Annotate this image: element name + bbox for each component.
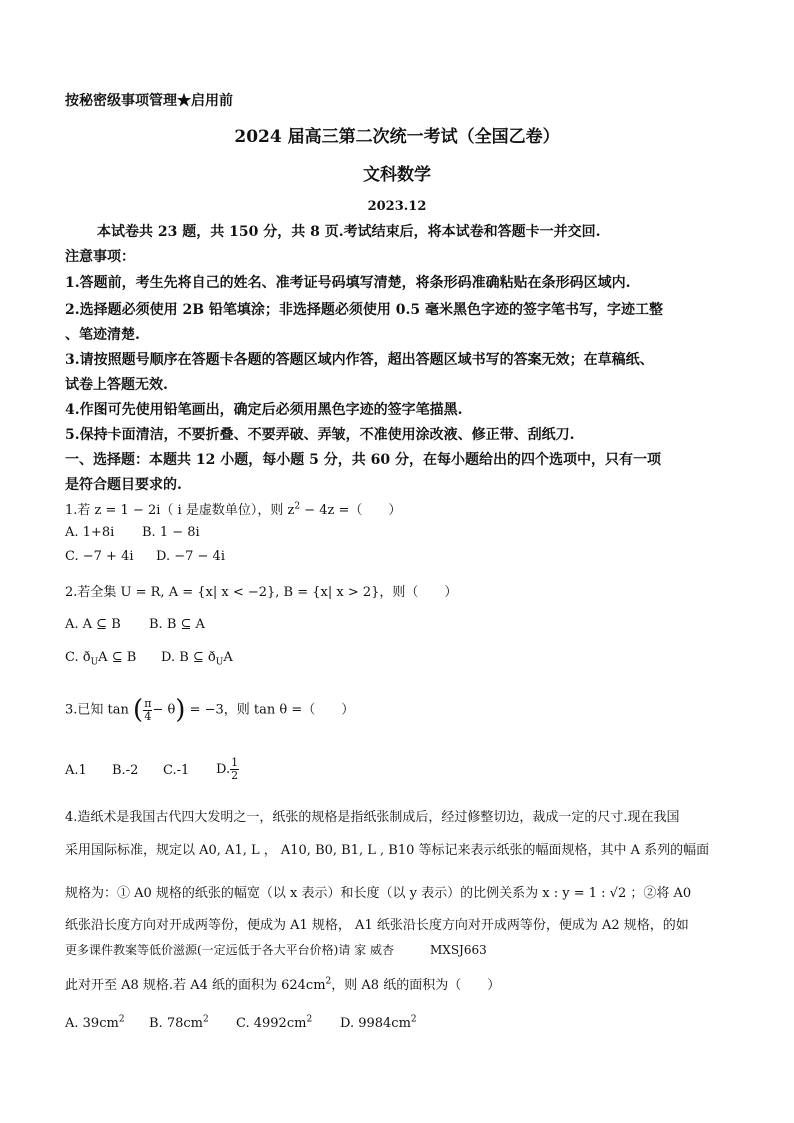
- question-3-option-a: A.1: [65, 763, 87, 778]
- question-3-option-c: C.-1: [163, 763, 190, 778]
- question-3-option-b: B.-2: [112, 763, 139, 778]
- question-3-stem: 3.已知 tan ( $\frac{\pi}{4}$ − θ) = −3，则 tan θ =（ ）: [65, 695, 355, 725]
- secret-label: 按秘密级事项管理★启用前: [65, 93, 233, 109]
- notice-item: 4.作图可先使用铅笔画出，确定后必须用黑色字迹的签字笔描黑.: [65, 402, 463, 418]
- one-half-fraction: $\frac{1}{2}$: [231, 756, 239, 782]
- exam-intro: 本试卷共 23 题，共 150 分，共 8 页.考试结束后，将本试卷和答题卡一并交回.: [97, 224, 601, 240]
- question-4-line: 规格为：① A0 规格的纸张的幅宽（以 x 表示）和长度（以 y 表示）的比例关系为 x : y = 1 : √2 ；②将 A0: [65, 886, 692, 901]
- question-4-option-a: A. $39cm^2$: [65, 1014, 125, 1031]
- notice-item: 1.答题前，考生先将自己的姓名、准考证号码填写清楚，将条形码准确粘贴在条形码区域内.: [65, 275, 631, 291]
- question-1-option-c: C. −7 + 4i: [65, 549, 134, 564]
- notice-item: 试卷上答题无效.: [65, 377, 168, 393]
- question-4-line: 纸张沿长度方向对开成两等份，便成为 A1 规格， A1 纸张沿长度方向对开成两等份，便成为 A2 规格，的如: [65, 918, 689, 933]
- question-1-stem: 1.若 z = 1 − 2i（ i 是虚数单位），则 $z^2 - 4z$ =（ ）: [65, 501, 402, 518]
- question-3-option-d: D. $\frac{1}{2}$: [216, 756, 239, 782]
- question-2-option-a: A. A ⊆ B: [65, 617, 121, 632]
- question-1-option-b: B. 1 − 8i: [142, 525, 200, 540]
- question-4-option-d: D. $9984cm^2$: [340, 1014, 417, 1031]
- notice-item: 2.选择题必须使用 2B 铅笔填涂；非选择题必须使用 0.5 毫米黑色字迹的签字笔书写，字迹工整: [65, 302, 664, 318]
- section-heading: 是符合题目要求的.: [65, 477, 182, 493]
- question-1-option-d: D. −7 − 4i: [156, 549, 225, 564]
- notice-item: 3.请按照题号顺序在答题卡各题的答题区域内作答，超出答题区域书写的答案无效；在草稿纸、: [65, 352, 654, 368]
- exam-date: 2023.12: [367, 199, 427, 214]
- notice-heading: 注意事项：: [65, 249, 135, 265]
- question-4-line: 此对开至 A8 规格.若 A4 纸的面积为 $624cm^2$，则 A8 纸的面积为（ ）: [65, 976, 501, 993]
- exam-title: 2024 届高三第二次统一考试（全国乙卷）: [234, 127, 560, 147]
- question-4-line: 4.造纸术是我国古代四大发明之一，纸张的规格是指纸张制成后，经过修整切边，裁成一定的尺寸.现在我国: [65, 810, 680, 825]
- question-1-option-a: A. 1+8i: [65, 525, 115, 540]
- question-2-stem: 2.若全集 U = R, A = {x| x < −2}, B = {x| x > 2}，则（ ）: [65, 585, 458, 600]
- question-2-option-b: B. B ⊆ A: [149, 617, 205, 632]
- section-heading: 一、选择题：本题共 12 小题，每小题 5 分，共 60 分，在每小题给出的四个选项中，只有一项: [65, 452, 661, 468]
- pi-over-4-fraction: $\frac{\pi}{4}$: [144, 696, 152, 723]
- promo-watermark-line: 更多课件教案等低价滋源(一定远低于各大平台价格)请 家 威杏 MXSJ663: [65, 943, 487, 957]
- question-4-option-c: C. $4992cm^2$: [236, 1014, 313, 1031]
- subject-title: 文科数学: [363, 165, 431, 185]
- question-2-option-c: C. $ð_UA$ ⊆ B: [65, 650, 137, 668]
- question-4-option-b: B. $78cm^2$: [149, 1014, 209, 1031]
- question-2-option-d: D. B ⊆ $ð_UA$: [161, 650, 233, 668]
- notice-item: 、笔迹清楚.: [65, 327, 140, 343]
- question-4-line: 采用国际标准，规定以 A0, A1, L ， A10, B0, B1, L , B10 等标记来表示纸张的幅面规格，其中 A 系列的幅面: [65, 843, 710, 858]
- notice-item: 5.保持卡面清洁，不要折叠、不要弄破、弄皱，不准使用涂改液、修正带、刮纸刀.: [65, 427, 575, 443]
